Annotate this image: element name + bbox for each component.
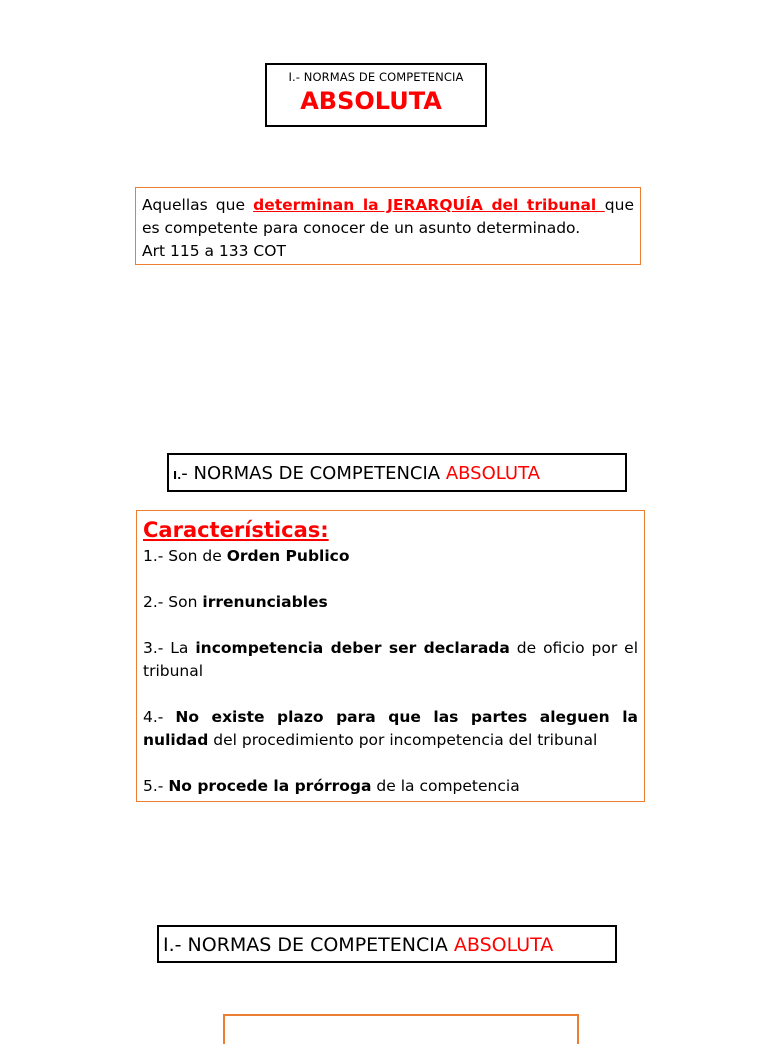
item-bold: No existe plazo para que las partes aleguen la nulidad xyxy=(143,708,638,749)
item-suffix: del procedimiento por incompetencia del tribunal xyxy=(208,731,598,749)
item-bold: Orden Publico xyxy=(226,547,350,565)
characteristics-heading: Características: xyxy=(143,518,329,542)
definition-reference: Art 115 a 133 COT xyxy=(142,242,286,260)
item-prefix: 3.- La xyxy=(143,639,196,657)
slide1-title-big: ABSOLUTA xyxy=(300,87,442,115)
item-bold: No procede la prórroga xyxy=(168,777,372,795)
item-prefix: 4.- xyxy=(143,708,176,726)
characteristic-item-2 xyxy=(143,591,638,614)
slide3-title-main: I.- NORMAS DE COMPETENCIA xyxy=(163,934,454,956)
item-bold: incompetencia deber ser declarada xyxy=(195,639,510,657)
slide3-title-accent: ABSOLUTA xyxy=(453,934,554,956)
slide2-title-accent: ABSOLUTA xyxy=(445,463,540,484)
slide2-title-main: - NORMAS DE COMPETENCIA xyxy=(181,463,446,484)
definition-prefix: Aquellas que xyxy=(142,196,254,214)
item-prefix: 2.- Son xyxy=(143,593,203,611)
slide3-title-box xyxy=(157,925,617,963)
definition-text xyxy=(142,194,634,240)
definition-suffix: que es competente para conocer de un asunto determinado. xyxy=(142,196,634,237)
slide2-title-box xyxy=(167,453,627,492)
slide1-title-box xyxy=(265,63,487,127)
characteristic-item-3 xyxy=(143,637,638,683)
definition-box xyxy=(135,187,641,265)
item-suffix: de oficio por el tribunal xyxy=(143,639,638,680)
characteristic-item-4 xyxy=(143,706,638,752)
item-prefix: 1.- Son de xyxy=(143,547,227,565)
slide1-title-small: I.- NORMAS DE COMPETENCIA xyxy=(288,70,464,84)
slide3-content-box xyxy=(223,1014,579,1044)
slide2-title-numeral: I. xyxy=(173,469,182,482)
item-suffix: de la competencia xyxy=(371,777,520,795)
item-prefix: 5.- xyxy=(143,777,169,795)
definition-highlight: determinan la JERARQUÍA del tribunal xyxy=(253,196,605,214)
characteristics-box xyxy=(136,510,645,802)
characteristic-item-1 xyxy=(143,545,638,568)
characteristic-item-5 xyxy=(143,775,638,798)
item-bold: irrenunciables xyxy=(202,593,328,611)
